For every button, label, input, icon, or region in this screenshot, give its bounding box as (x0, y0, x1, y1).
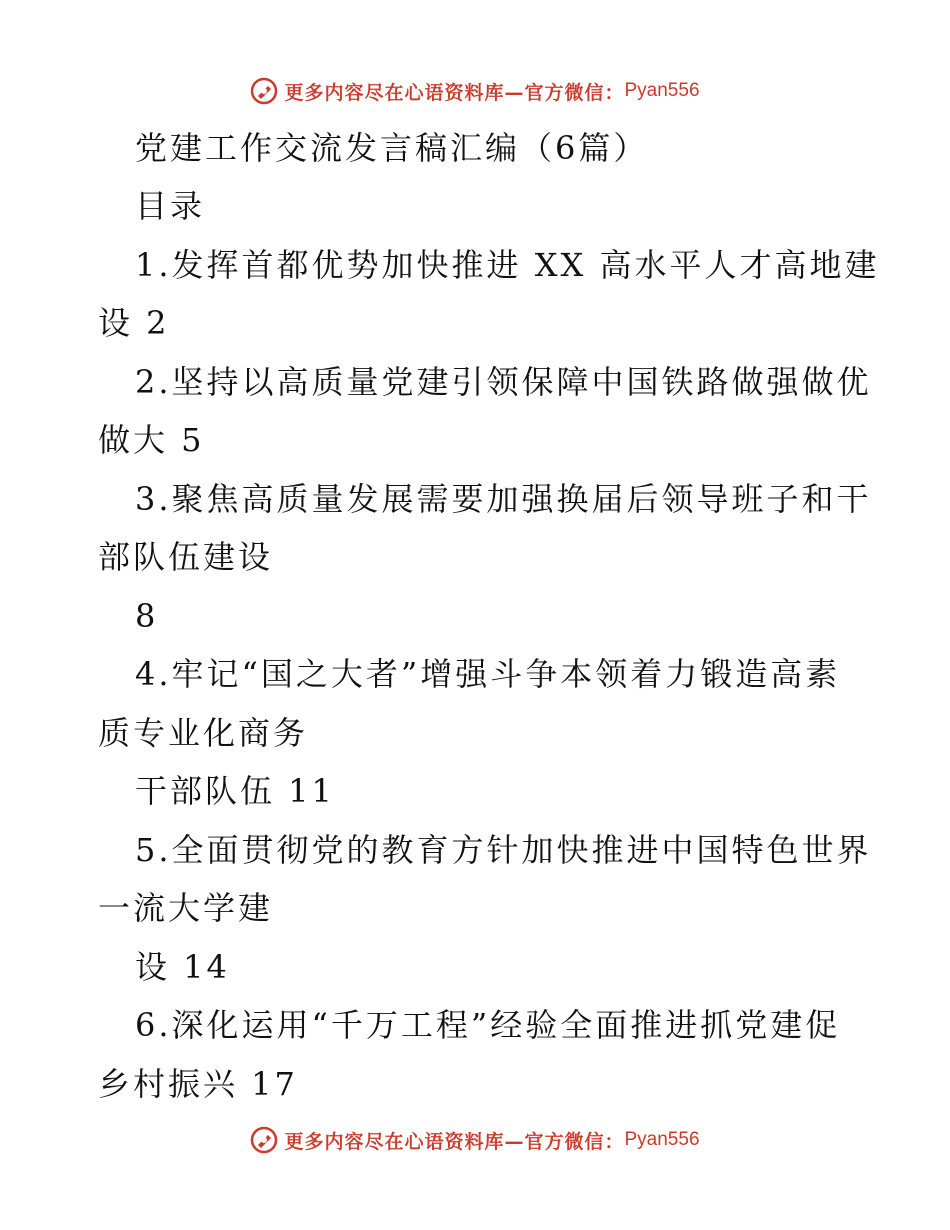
watermark-wechat-id: Pyan556 (624, 80, 700, 101)
toc-line: 8 (135, 597, 159, 635)
toc-line: 乡村振兴 17 (98, 1065, 298, 1103)
watermark-text: 更多内容尽在心语资料库—官方微信： (284, 81, 625, 104)
toc-line: 1.发挥首都优势加快推进 XX 高水平人才高地建 (135, 246, 880, 284)
watermark-text: 更多内容尽在心语资料库—官方微信： (284, 1130, 625, 1153)
toc-line: 4.牢记“国之大者”增强斗争本领着力锻造高素 (135, 655, 841, 693)
toc-line: 6.深化运用“千万工程”经验全面推进抓党建促 (135, 1006, 841, 1044)
toc-heading: 目录 (135, 187, 206, 225)
toc-line: 干部队伍 11 (135, 772, 335, 810)
toc-line: 2.坚持以高质量党建引领保障中国铁路做强做优 (135, 363, 872, 401)
toc-line: 设 14 (135, 948, 230, 986)
footer-watermark (0, 1120, 950, 1160)
toc-line: 质专业化商务 (98, 714, 309, 752)
toc-line: 3.聚焦高质量发展需要加强换届后领导班子和干 (135, 480, 872, 518)
toc-line: 5.全面贯彻党的教育方针加快推进中国特色世界 (135, 831, 872, 869)
pen-circle-icon (250, 1126, 278, 1154)
toc-line: 一流大学建 (98, 889, 274, 927)
document-title: 党建工作交流发言稿汇编（6篇） (135, 129, 649, 167)
toc-line: 部队伍建设 (98, 538, 274, 576)
pen-circle-icon (250, 77, 278, 105)
toc-line: 设 2 (98, 304, 170, 342)
header-watermark (0, 71, 950, 111)
watermark-wechat-id: Pyan556 (624, 1129, 700, 1150)
toc-line: 做大 5 (98, 421, 205, 459)
